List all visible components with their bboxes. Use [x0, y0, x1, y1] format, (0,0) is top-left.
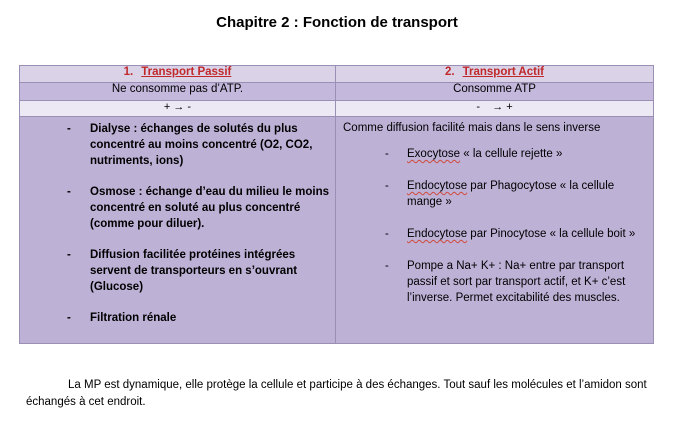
- direction-active-cell: - → +: [336, 101, 654, 117]
- atp-row: [20, 83, 654, 101]
- header-active: [336, 66, 654, 83]
- active-item-exocytose-rest: « la cellule rejette »: [460, 148, 563, 160]
- header-passive: [20, 66, 336, 83]
- atp-passive-cell: Ne consomme pas d’ATP.: [20, 83, 336, 101]
- list-item: [336, 146, 653, 162]
- list-bullet: -: [67, 312, 71, 324]
- active-item-pino-rest: par Pinocytose « la cellule boit »: [467, 228, 636, 240]
- list-bullet: -: [67, 249, 71, 261]
- list-bullet: -: [67, 186, 71, 198]
- body-row: [20, 117, 654, 344]
- direction-row: [20, 101, 654, 117]
- active-item-phago-word: Endocytose: [407, 180, 468, 192]
- active-list: [336, 136, 653, 306]
- header-active-number: 2.: [445, 66, 455, 78]
- paragraph-text: La MP est dynamique, elle protège la cellule et participe à des échanges. Tout sauf les molécules et l’amidon sont échangés à cet endroit.: [26, 379, 647, 408]
- transport-table: [19, 65, 654, 344]
- list-item: [20, 184, 335, 232]
- list-item: [336, 226, 653, 242]
- active-body-cell: [336, 117, 654, 344]
- list-bullet: -: [385, 180, 389, 192]
- passive-body-cell: [20, 117, 336, 344]
- list-item: [20, 121, 335, 169]
- passive-list: [20, 117, 335, 326]
- atp-active-cell: Consomme ATP: [336, 83, 654, 101]
- active-intro: Comme diffusion facilité mais dans le sens inverse: [343, 122, 601, 134]
- list-item: [336, 258, 653, 306]
- active-item-exocytose-word: Exocytose: [407, 148, 461, 160]
- list-item: [336, 178, 653, 210]
- passive-item-dialyse: Dialyse : échanges de solutés du plus concentré au moins concentré (O2, CO2, nutriments, ions): [90, 123, 313, 167]
- active-item-pino-word: Endocytose: [407, 228, 468, 240]
- table-header-row: [20, 66, 654, 83]
- list-bullet: -: [385, 228, 389, 240]
- header-passive-number: 1.: [123, 66, 134, 78]
- passive-item-diffusion: Diffusion facilitée protéines intégrées servent de transporteurs en s’ouvrant (Glucose): [90, 249, 298, 293]
- footer-paragraph: [26, 377, 656, 411]
- chapter-title: Chapitre 2 : Fonction de transport: [216, 14, 458, 31]
- passive-item-osmose: Osmose : échange d’eau du milieu le moins concentré en soluté au plus concentré (comme pour diluer).: [90, 186, 330, 230]
- list-item: [20, 247, 335, 295]
- header-active-label: Transport Actif: [462, 66, 544, 78]
- header-passive-label: Transport Passif: [141, 66, 232, 78]
- active-item-pompe: Pompe a Na+ K+ : Na+ entre par transport passif et sort par transport actif, et K+ c’est l’inverse. Permet excitabilité des muscles.: [407, 260, 626, 304]
- passive-item-filtration: Filtration rénale: [90, 312, 177, 324]
- active-item-phago-rest: par Phagocytose « la cellule mange »: [407, 180, 615, 208]
- list-item: [20, 310, 335, 326]
- list-bullet: -: [67, 123, 71, 135]
- list-bullet: -: [385, 148, 389, 160]
- list-bullet: -: [385, 260, 389, 272]
- direction-passive-cell: + → -: [20, 101, 336, 117]
